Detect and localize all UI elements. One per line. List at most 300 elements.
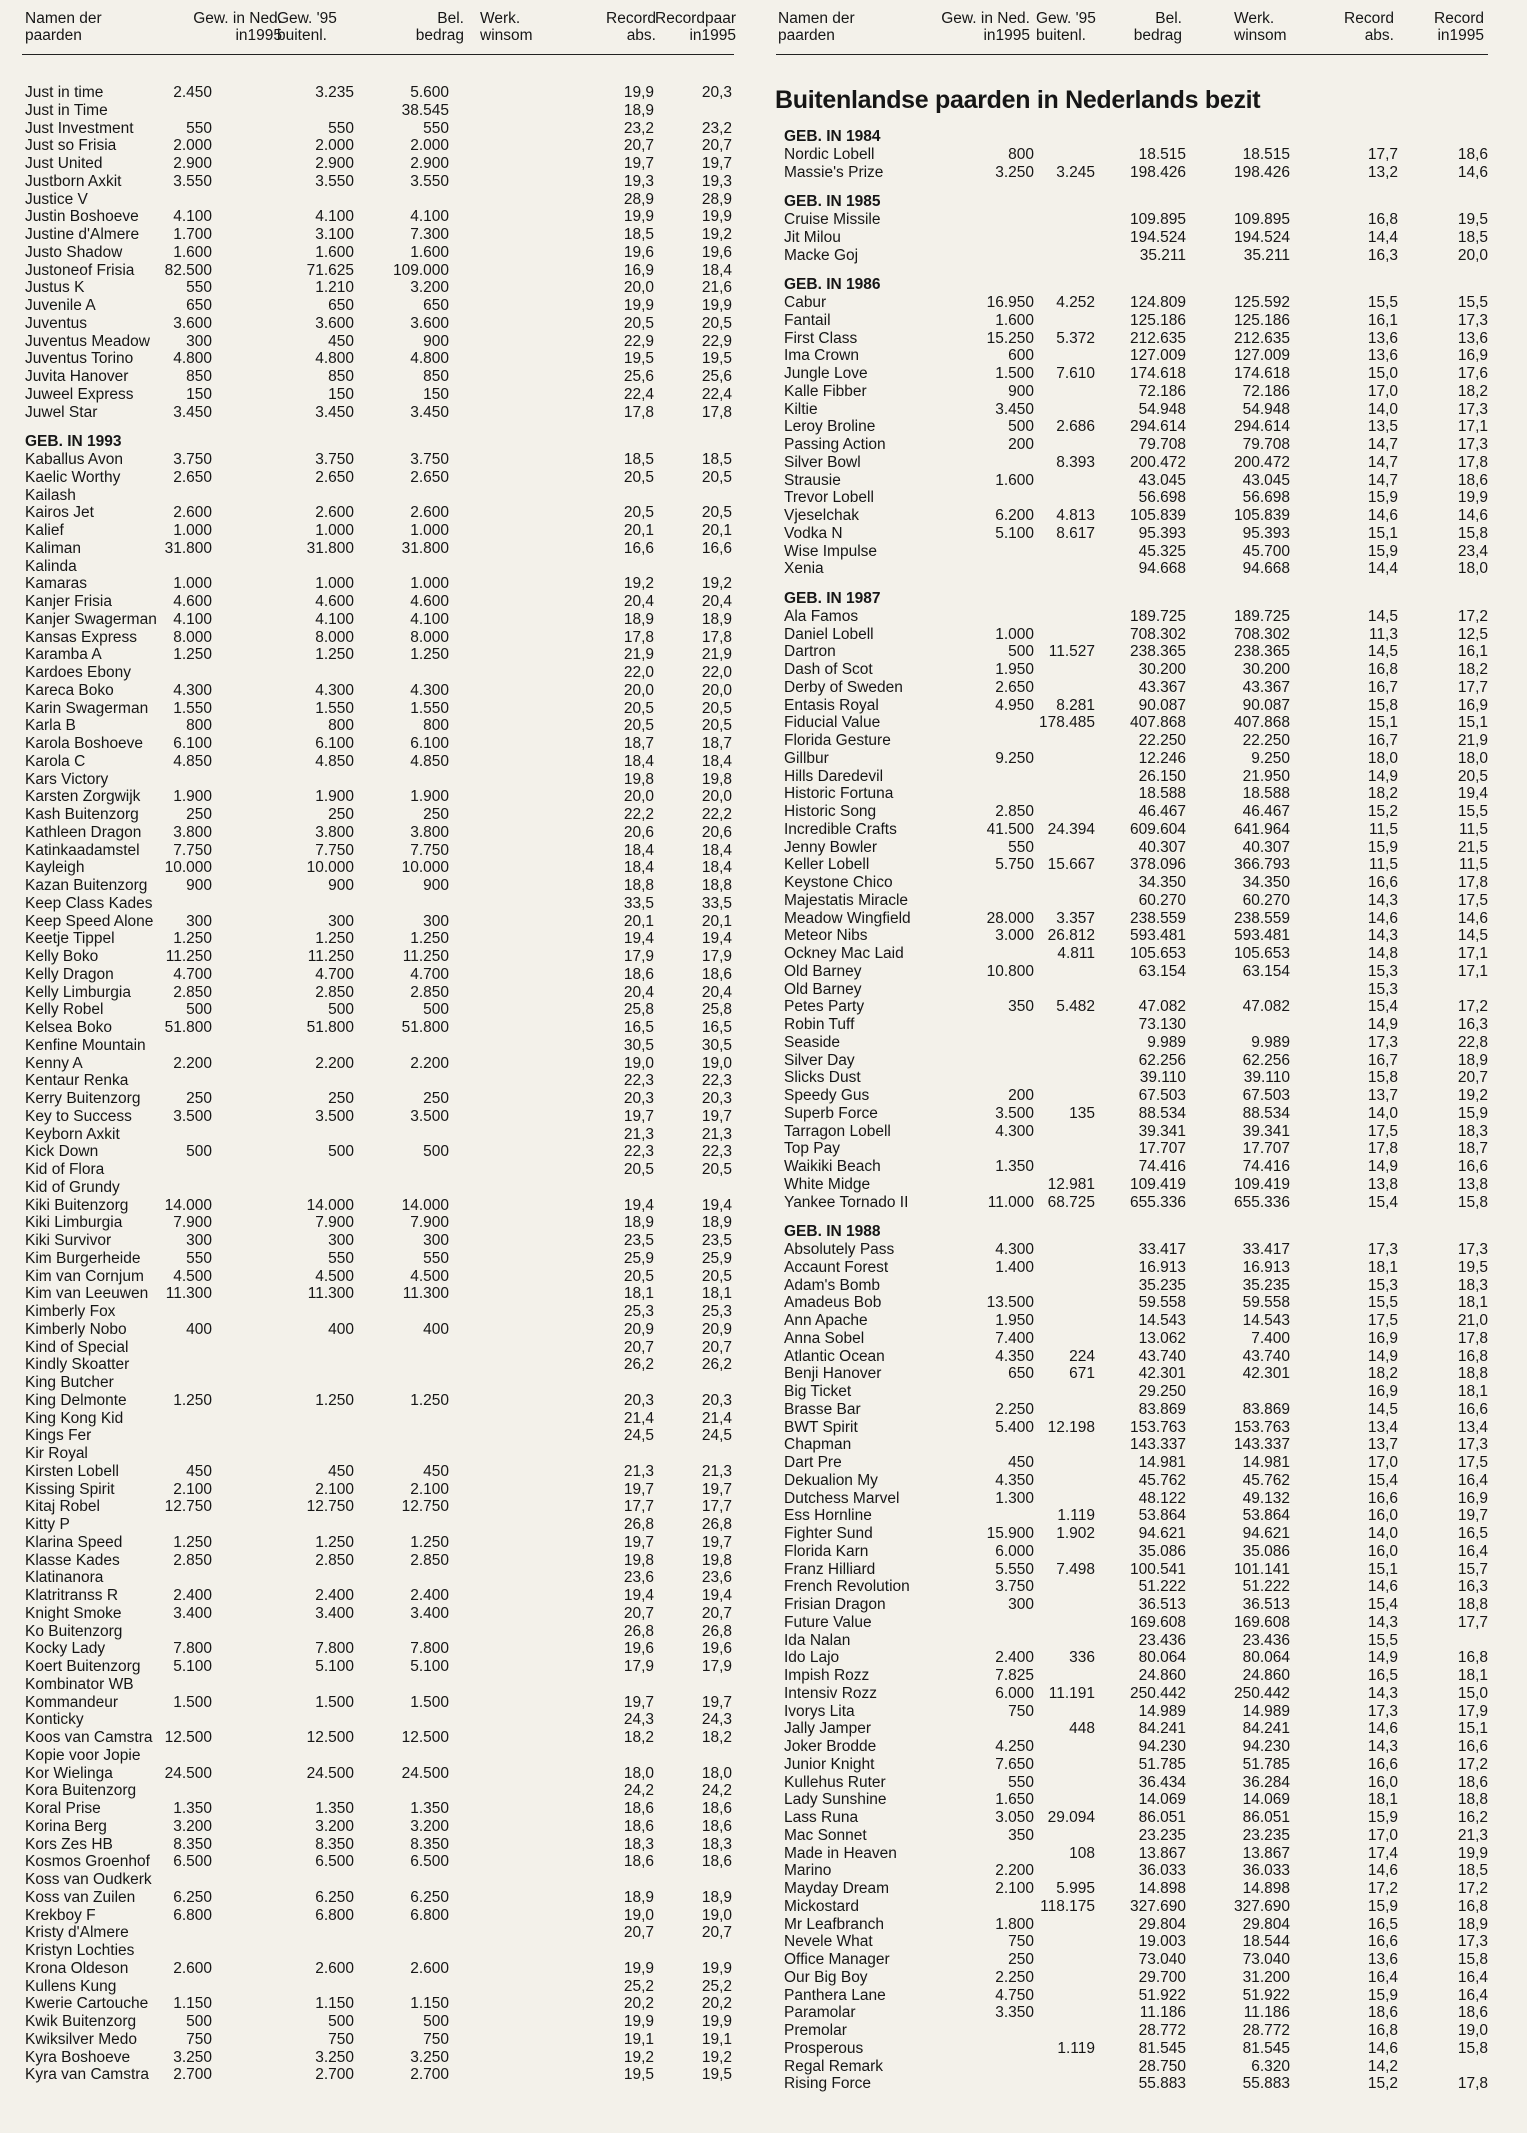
record-abs: 16,3 [1367, 246, 1398, 264]
record-abs: 17,7 [1367, 145, 1398, 163]
record-1995: 19,9 [1457, 489, 1488, 507]
horse-name: BWT Spirit [784, 1418, 858, 1436]
horse-row [22, 753, 734, 771]
gew-ned: 3.750 [995, 1578, 1034, 1596]
record-abs: 17,9 [623, 1658, 654, 1675]
gew-ned: 14.000 [164, 1196, 212, 1214]
record-abs: 14,0 [1367, 1525, 1398, 1542]
gew-ned: 350 [1008, 1826, 1034, 1844]
horse-name: Kwiksilver Medo [25, 2030, 137, 2048]
horse-row [782, 1916, 1488, 1934]
record-1995: 17,3 [1457, 1933, 1488, 1951]
horse-name: Kissing Spirit [25, 1480, 115, 1498]
horse-name: Kiltie [784, 400, 818, 418]
horse-row [782, 1756, 1488, 1774]
bel-bedrag: 3.550 [315, 172, 354, 190]
record-abs: 18,2 [1367, 1365, 1398, 1383]
werk-winsom: 94.621 [1242, 1525, 1290, 1542]
horse-row [782, 785, 1488, 803]
werk-winsom: 39.110 [1243, 1069, 1290, 1087]
record-abs: 14,5 [1367, 643, 1398, 661]
horse-name: Kamaras [25, 575, 88, 593]
horse-name: Mr Leafbranch [784, 1915, 884, 1933]
werk-winsom: 62.256 [1242, 1051, 1290, 1069]
header-bel-bedrag: Bel. bedrag [1133, 10, 1182, 44]
werk-winsom: 105.653 [1233, 945, 1290, 962]
gew-buitenl: 8.281 [1056, 696, 1095, 714]
werk-winsom: 550 [423, 119, 449, 137]
horse-row [22, 540, 734, 558]
horse-row [22, 279, 734, 297]
record-abs: 18,6 [1367, 2004, 1398, 2022]
horse-name: Daniel Lobell [784, 625, 874, 643]
record-abs: 20,0 [623, 279, 654, 297]
werk-winsom: 250 [423, 1090, 449, 1107]
record-1995: 18,2 [1457, 382, 1488, 400]
record-abs: 23,5 [623, 1232, 654, 1249]
horse-row [782, 1401, 1488, 1419]
bel-bedrag: 88.534 [1138, 1104, 1186, 1122]
horse-row [22, 1782, 734, 1800]
horse-name: Brasse Bar [784, 1400, 861, 1418]
record-abs: 16,8 [1367, 2022, 1398, 2039]
horse-row [782, 839, 1488, 857]
record-1995: 17,8 [1457, 453, 1488, 471]
record-1995: 18,6 [1457, 471, 1488, 489]
horse-name: Kommandeur [25, 1693, 119, 1711]
gew-buitenl: 8.617 [1056, 524, 1095, 542]
werk-winsom: 8.000 [410, 628, 449, 646]
horse-name: Kiki Survivor [25, 1232, 112, 1249]
record-abs: 16,7 [1367, 1051, 1398, 1069]
gew-ned: 500 [1008, 643, 1034, 661]
horse-row [782, 1312, 1488, 1330]
record-1995: 18,2 [1457, 661, 1488, 678]
bel-bedrag: 42.301 [1138, 1365, 1186, 1383]
record-abs: 14,9 [1367, 1347, 1398, 1365]
horse-name: Kristy d'Almere [25, 1924, 129, 1942]
horse-name: Intensiv Rozz [784, 1684, 878, 1702]
werk-winsom: 4.850 [410, 752, 449, 770]
horse-row [782, 2022, 1488, 2040]
record-abs: 13,6 [1367, 347, 1398, 365]
werk-winsom: 4.600 [410, 593, 449, 610]
horse-row [22, 487, 734, 505]
record-1995: 20,7 [701, 1924, 732, 1942]
record-1995: 20,0 [701, 681, 732, 699]
bel-bedrag: 54.948 [1138, 400, 1186, 418]
record-1995: 24,2 [701, 1782, 732, 1800]
horse-row [782, 1016, 1488, 1034]
record-abs: 17,7 [623, 1498, 654, 1516]
horse-name: Mickostard [784, 1897, 859, 1915]
horse-name: Accaunt Forest [784, 1258, 889, 1276]
record-1995: 14,6 [1457, 163, 1488, 181]
gew-ned: 1.250 [173, 1533, 212, 1551]
gew-ned: 2.250 [995, 1400, 1034, 1418]
gew-ned: 3.350 [995, 2004, 1034, 2022]
record-abs: 18,5 [623, 451, 654, 468]
gew-ned: 350 [1008, 998, 1034, 1016]
horse-name: Old Barney [784, 980, 862, 998]
record-1995: 20,0 [1457, 246, 1488, 264]
bel-bedrag: 43.045 [1138, 471, 1186, 489]
gew-ned: 3.050 [995, 1809, 1034, 1826]
horse-row [782, 294, 1488, 312]
bel-bedrag: 1.550 [315, 699, 354, 717]
bel-bedrag: 72.186 [1138, 382, 1186, 400]
werk-winsom: 13.867 [1242, 1844, 1290, 1862]
horse-name: Kelly Robel [25, 1001, 104, 1019]
horse-row [782, 1436, 1488, 1454]
horse-row [22, 244, 734, 262]
section-heading [782, 1223, 1488, 1241]
werk-winsom: 31.800 [401, 539, 449, 557]
record-1995: 25,3 [701, 1303, 732, 1320]
horse-row [782, 1383, 1488, 1401]
horse-name: Petes Party [784, 998, 865, 1016]
bel-bedrag: 8.350 [315, 1835, 354, 1853]
horse-row [22, 558, 734, 576]
horse-name: Klarina Speed [25, 1533, 123, 1551]
record-1995: 18,6 [1457, 1773, 1488, 1791]
werk-winsom: 655.336 [1233, 1193, 1290, 1211]
werk-winsom: 593.481 [1233, 927, 1290, 945]
bel-bedrag: 800 [328, 717, 354, 735]
werk-winsom: 105.839 [1233, 507, 1290, 524]
horse-row [22, 1711, 734, 1729]
horse-name: Kirsten Lobell [25, 1462, 119, 1480]
werk-winsom: 4.100 [410, 610, 449, 628]
record-abs: 14,6 [1367, 1862, 1398, 1880]
bel-bedrag: 2.400 [315, 1587, 354, 1604]
bel-bedrag: 708.302 [1129, 625, 1186, 643]
record-abs: 16,6 [1367, 1933, 1398, 1951]
horse-name: Franz Hilliard [784, 1560, 876, 1578]
gew-buitenl: 448 [1069, 1720, 1095, 1738]
horse-row [782, 543, 1488, 561]
record-1995: 21,5 [1457, 838, 1488, 856]
horse-name: Kosmos Groenhof [25, 1853, 150, 1871]
record-1995: 17,8 [1457, 2075, 1488, 2093]
record-abs: 20,0 [623, 681, 654, 699]
bel-bedrag: 51.922 [1138, 1986, 1186, 2004]
horse-row [22, 1729, 734, 1747]
werk-winsom: 16.913 [1242, 1258, 1290, 1276]
gew-ned: 3.450 [995, 400, 1034, 418]
header-werk-winsom: Werk. winsom [480, 10, 533, 44]
horse-row [22, 1623, 734, 1641]
bel-bedrag: 609.604 [1129, 820, 1186, 838]
gew-ned: 2.850 [173, 983, 212, 1001]
record-1995: 25,8 [701, 1001, 732, 1019]
record-abs: 15,1 [1367, 714, 1398, 732]
record-1995: 17,2 [1457, 1755, 1488, 1773]
werk-winsom: 74.416 [1242, 1158, 1290, 1175]
horse-name: Kairos Jet [25, 504, 94, 522]
bel-bedrag: 6.500 [315, 1853, 354, 1871]
record-abs: 16,6 [1367, 874, 1398, 891]
gew-ned: 550 [186, 1249, 212, 1267]
bel-bedrag: 1.250 [315, 1391, 354, 1409]
record-abs: 20,5 [623, 699, 654, 717]
werk-winsom: 238.365 [1233, 643, 1290, 661]
horse-row [22, 1374, 734, 1392]
horse-name: Justoneof Frisia [25, 261, 135, 279]
horse-name: Trevor Lobell [784, 489, 874, 507]
record-1995: 13,8 [1457, 1175, 1488, 1193]
horse-row [782, 1738, 1488, 1756]
gew-ned: 3.600 [173, 314, 212, 332]
gew-ned: 1.650 [995, 1791, 1034, 1809]
horse-row [22, 1587, 734, 1605]
horse-name: Just in Time [25, 101, 108, 119]
record-abs: 19,1 [623, 2030, 654, 2048]
gew-ned: 2.200 [173, 1054, 212, 1072]
horse-name: Kalief [25, 522, 64, 539]
record-abs: 22,2 [623, 806, 654, 823]
gew-buitenl: 7.498 [1056, 1560, 1095, 1578]
bel-bedrag: 51.785 [1138, 1755, 1186, 1773]
record-abs: 16,9 [1367, 1329, 1398, 1347]
record-abs: 18,6 [623, 1853, 654, 1871]
gew-ned: 1.900 [173, 788, 212, 806]
bel-bedrag: 2.200 [315, 1054, 354, 1072]
horse-row [782, 1034, 1488, 1052]
werk-winsom: 35.086 [1242, 1542, 1290, 1560]
record-abs: 17,5 [1367, 1312, 1398, 1329]
horse-row [782, 1158, 1488, 1176]
bel-bedrag: 200.472 [1129, 453, 1186, 471]
horse-row [22, 1427, 734, 1445]
record-abs: 20,2 [623, 1995, 654, 2013]
bel-bedrag: 35.235 [1138, 1276, 1186, 1294]
werk-winsom: 650 [423, 297, 449, 314]
horse-name: Our Big Boy [784, 1968, 868, 1986]
record-abs: 15,4 [1367, 1193, 1398, 1211]
horse-name: Kindly Skoatter [25, 1356, 130, 1374]
bel-bedrag: 109.419 [1129, 1175, 1186, 1193]
gew-ned: 8.350 [173, 1835, 212, 1853]
horse-name: Kir Royal [25, 1445, 88, 1462]
record-abs: 15,4 [1367, 1471, 1398, 1489]
record-1995: 19,7 [701, 1480, 732, 1498]
record-abs: 14,6 [1367, 507, 1398, 524]
gew-ned: 150 [186, 385, 212, 403]
record-1995: 20,5 [701, 468, 732, 486]
horse-row [782, 1987, 1488, 2005]
record-1995: 26,2 [701, 1356, 732, 1374]
record-1995: 22,4 [701, 385, 732, 403]
record-abs: 14,9 [1367, 1649, 1398, 1667]
werk-winsom: 24.500 [401, 1764, 449, 1782]
horse-row [782, 2040, 1488, 2058]
werk-winsom: 45.762 [1242, 1471, 1290, 1489]
horse-name: Vodka N [784, 524, 843, 542]
horse-name: Panthera Lane [784, 1986, 886, 2004]
record-1995: 17,1 [1457, 418, 1488, 436]
record-1995: 20,1 [701, 522, 732, 539]
bel-bedrag: 14.898 [1138, 1880, 1186, 1897]
werk-winsom: 2.600 [410, 504, 449, 522]
horse-row [22, 1232, 734, 1250]
record-abs: 19,2 [623, 575, 654, 593]
gew-ned: 82.500 [164, 261, 212, 279]
gew-ned: 2.450 [173, 84, 212, 101]
bel-bedrag: 8.000 [315, 628, 354, 646]
gew-ned: 4.700 [173, 965, 212, 983]
bel-bedrag: 11.300 [307, 1285, 354, 1303]
record-1995: 19,9 [1457, 1844, 1488, 1862]
horse-name: Krekboy F [25, 1906, 96, 1924]
record-1995: 16,1 [1457, 643, 1488, 661]
horse-row [22, 368, 734, 386]
werk-winsom: 3.250 [410, 2048, 449, 2066]
horse-name: Justice V [25, 190, 88, 208]
horse-row [782, 312, 1488, 330]
record-1995: 19,5 [1457, 1258, 1488, 1276]
record-abs: 14,9 [1367, 1016, 1398, 1033]
gew-ned: 6.200 [995, 507, 1034, 524]
horse-name: Key to Success [25, 1107, 132, 1125]
bel-bedrag: 1.210 [315, 279, 354, 297]
record-1995: 19,4 [701, 1587, 732, 1604]
horse-name: Gillbur [784, 749, 829, 767]
horse-row [782, 1951, 1488, 1969]
gew-ned: 300 [186, 1232, 212, 1249]
horse-row [782, 1176, 1488, 1194]
horse-name: Meteor Nibs [784, 927, 868, 945]
horse-row [782, 1845, 1488, 1863]
bel-bedrag: 4.600 [315, 593, 354, 610]
horse-row [22, 593, 734, 611]
gew-ned: 7.750 [173, 841, 212, 859]
bel-bedrag: 174.618 [1129, 365, 1186, 382]
gew-buitenl: 8.393 [1056, 453, 1095, 471]
horse-name: Historic Song [784, 803, 877, 820]
werk-winsom: 400 [423, 1320, 449, 1338]
werk-winsom: 60.270 [1242, 891, 1290, 909]
record-abs: 19,7 [623, 1693, 654, 1711]
gew-ned: 550 [186, 119, 212, 137]
record-1995: 17,3 [1457, 1241, 1488, 1258]
record-1995: 22,3 [701, 1143, 732, 1161]
record-abs: 13,6 [1367, 329, 1398, 347]
horse-row [782, 697, 1488, 715]
record-1995: 19,5 [701, 2066, 732, 2084]
bel-bedrag: 150 [328, 385, 354, 403]
werk-winsom: 2.000 [410, 137, 449, 155]
record-1995: 19,8 [701, 770, 732, 788]
horse-row [782, 981, 1488, 999]
horse-row [782, 1105, 1488, 1123]
record-1995: 17,1 [1457, 945, 1488, 962]
record-abs: 14,6 [1367, 2039, 1398, 2057]
gew-ned: 7.900 [173, 1214, 212, 1232]
horse-row [782, 146, 1488, 164]
record-abs: 19,3 [623, 172, 654, 190]
bel-bedrag: 900 [328, 877, 354, 894]
record-1995: 16,6 [1457, 1400, 1488, 1418]
horse-row [782, 1703, 1488, 1721]
bel-bedrag: 13.867 [1138, 1844, 1186, 1862]
gew-buitenl: 4.813 [1056, 507, 1095, 524]
horse-name: Wise Impulse [784, 542, 878, 560]
gew-ned: 4.950 [995, 696, 1034, 714]
bel-bedrag: 23.235 [1138, 1826, 1186, 1844]
record-1995: 18,6 [701, 1817, 732, 1835]
record-1995: 17,8 [1457, 1329, 1488, 1347]
record-1995: 20,5 [701, 314, 732, 332]
horse-name: Kenfine Mountain [25, 1036, 146, 1054]
horse-name: Karola Boshoeve [25, 735, 144, 752]
horse-row [22, 966, 734, 984]
record-abs: 26,8 [623, 1516, 654, 1533]
gew-ned: 31.800 [164, 539, 212, 557]
bel-bedrag: 3.100 [315, 226, 354, 243]
horse-row [22, 155, 734, 173]
record-1995: 18,9 [1457, 1915, 1488, 1933]
record-abs: 16,8 [1367, 211, 1398, 228]
record-1995: 18,1 [701, 1285, 732, 1303]
horse-name: Krona Oldeson [25, 1959, 129, 1977]
horse-row [782, 247, 1488, 265]
horse-name: Koss van Oudkerk [25, 1871, 152, 1888]
bel-bedrag: 4.850 [315, 752, 354, 770]
bel-bedrag: 300 [328, 1232, 354, 1249]
horse-name: White Midge [784, 1175, 871, 1193]
record-1995: 17,9 [701, 1658, 732, 1675]
record-1995: 19,0 [701, 1054, 732, 1072]
horse-row [22, 1214, 734, 1232]
gew-buitenl: 108 [1069, 1844, 1095, 1862]
record-abs: 22,9 [623, 332, 654, 350]
record-1995: 24,3 [701, 1711, 732, 1729]
gew-ned: 250 [186, 806, 212, 823]
record-abs: 25,6 [623, 368, 654, 385]
record-1995: 17,7 [701, 1498, 732, 1516]
horse-name: Yankee Tornado II [784, 1193, 909, 1211]
record-abs: 19,9 [623, 84, 654, 101]
bel-bedrag: 2.900 [315, 155, 354, 172]
record-1995: 22,9 [701, 332, 732, 350]
record-1995: 23,6 [701, 1569, 732, 1587]
record-1995: 17,8 [701, 403, 732, 421]
header-gew-buitenl: Gew. '95 buitenl. [1036, 10, 1096, 44]
bel-bedrag: 3.800 [315, 823, 354, 841]
record-1995: 14,5 [1457, 927, 1488, 945]
bel-bedrag: 4.700 [315, 965, 354, 983]
horse-row [782, 1069, 1488, 1087]
horse-row [22, 1037, 734, 1055]
werk-winsom: 51.922 [1242, 1986, 1290, 2004]
record-abs: 19,4 [623, 1196, 654, 1214]
horse-row [782, 1194, 1488, 1212]
bel-bedrag: 198.426 [1129, 163, 1186, 181]
gew-ned: 15.250 [986, 329, 1034, 347]
record-1995: 18,6 [701, 1800, 732, 1817]
horse-name: Massie's Prize [784, 163, 884, 181]
record-abs: 15,3 [1367, 980, 1398, 998]
horse-name: Kwerie Cartouche [25, 1995, 149, 2013]
record-1995: 22,0 [701, 664, 732, 681]
horse-row [22, 1072, 734, 1090]
bel-bedrag: 39.341 [1138, 1122, 1186, 1140]
horse-row [782, 856, 1488, 874]
werk-winsom: 101.141 [1233, 1560, 1290, 1578]
record-1995: 14,6 [1457, 909, 1488, 927]
horse-row [782, 768, 1488, 786]
